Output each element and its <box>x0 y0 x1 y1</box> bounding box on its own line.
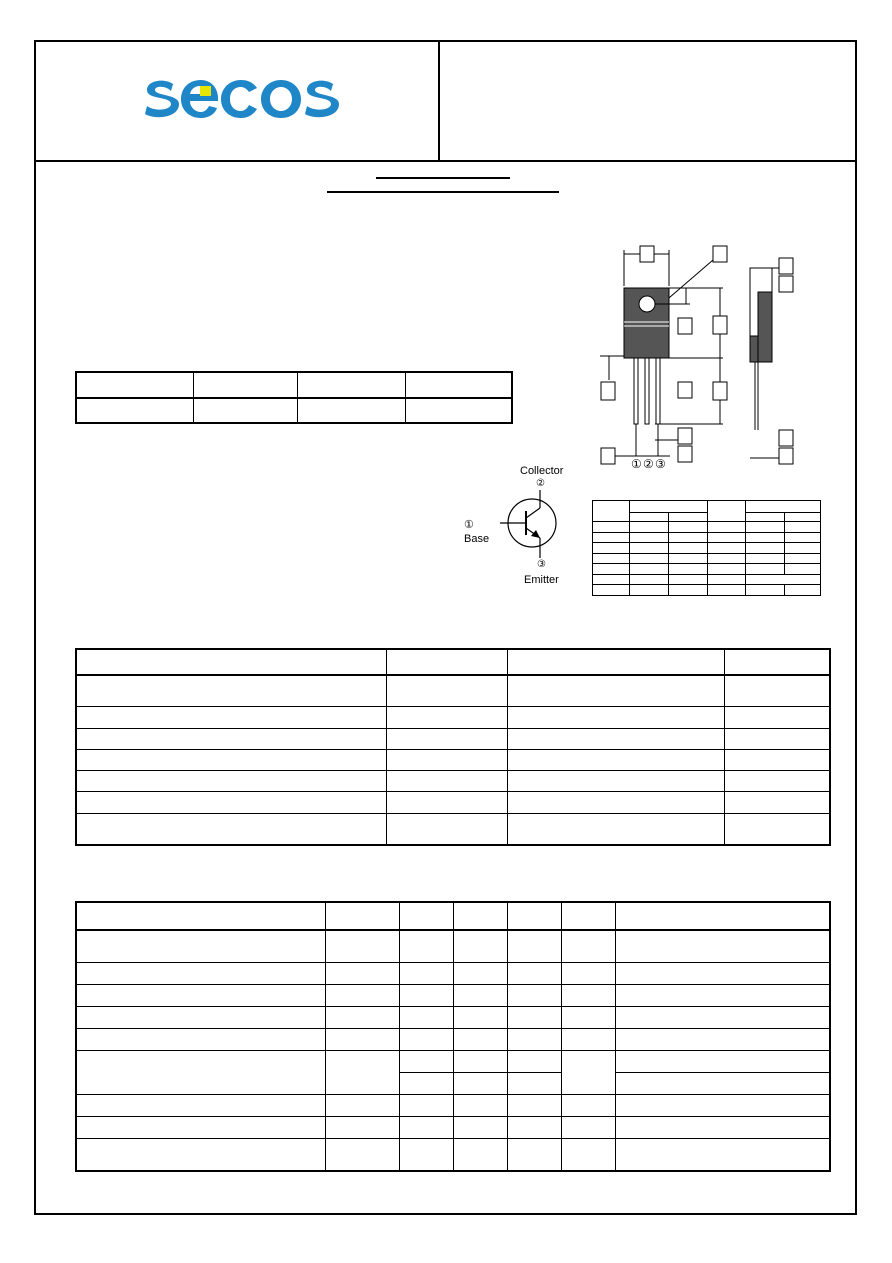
base-label: Base <box>464 533 490 545</box>
table-row <box>76 749 830 770</box>
table-row <box>76 1116 830 1138</box>
table-row <box>76 649 830 675</box>
table-row <box>76 1094 830 1116</box>
package-outline-drawing <box>595 240 805 472</box>
table-row <box>76 930 830 963</box>
table-row <box>593 501 821 513</box>
package-pin-1: ① <box>631 457 642 471</box>
logo-letter-c <box>221 80 257 118</box>
table-row <box>76 792 830 813</box>
table-row <box>76 372 512 398</box>
table-row <box>593 564 821 575</box>
table-row <box>76 398 512 423</box>
table-row <box>76 963 830 985</box>
header-vertical-divider <box>438 41 440 161</box>
dimension-table <box>592 500 821 596</box>
collector-label: Collector <box>520 465 564 477</box>
maximum-ratings-table <box>75 648 831 846</box>
table-row <box>76 675 830 707</box>
table-row <box>76 902 830 930</box>
electrical-characteristics-table <box>75 901 831 1172</box>
logo-letter-o <box>261 80 301 118</box>
table-row <box>593 543 821 554</box>
logo-letter-s1 <box>145 81 179 118</box>
table-row <box>76 1138 830 1171</box>
logo-accent <box>200 86 211 96</box>
package-pin-3: ③ <box>655 457 666 471</box>
table-row <box>593 574 821 585</box>
table-row <box>593 585 821 596</box>
emitter-label: Emitter <box>524 574 559 586</box>
secos-logo <box>143 72 343 122</box>
table-row <box>593 532 821 543</box>
table-row <box>76 985 830 1007</box>
base-pin-number: ① <box>464 519 474 531</box>
table-row <box>76 728 830 749</box>
header-divider <box>35 160 857 162</box>
package-pin-2: ② <box>643 457 654 471</box>
logo-letter-e1 <box>181 80 218 118</box>
table-row <box>593 553 821 564</box>
device-table <box>75 371 513 424</box>
table-row <box>76 771 830 792</box>
collector-pin-number: ② <box>536 478 545 489</box>
logo-letter-s2 <box>305 81 339 118</box>
table-row <box>76 1007 830 1029</box>
title-underline-2 <box>327 191 559 193</box>
emitter-pin-number: ③ <box>537 559 546 570</box>
table-row <box>76 813 830 845</box>
title-underline-1 <box>376 177 510 179</box>
table-row <box>76 1050 830 1072</box>
table-row <box>593 522 821 533</box>
table-row <box>76 1029 830 1051</box>
transistor-symbol <box>500 478 570 568</box>
table-row <box>76 707 830 728</box>
